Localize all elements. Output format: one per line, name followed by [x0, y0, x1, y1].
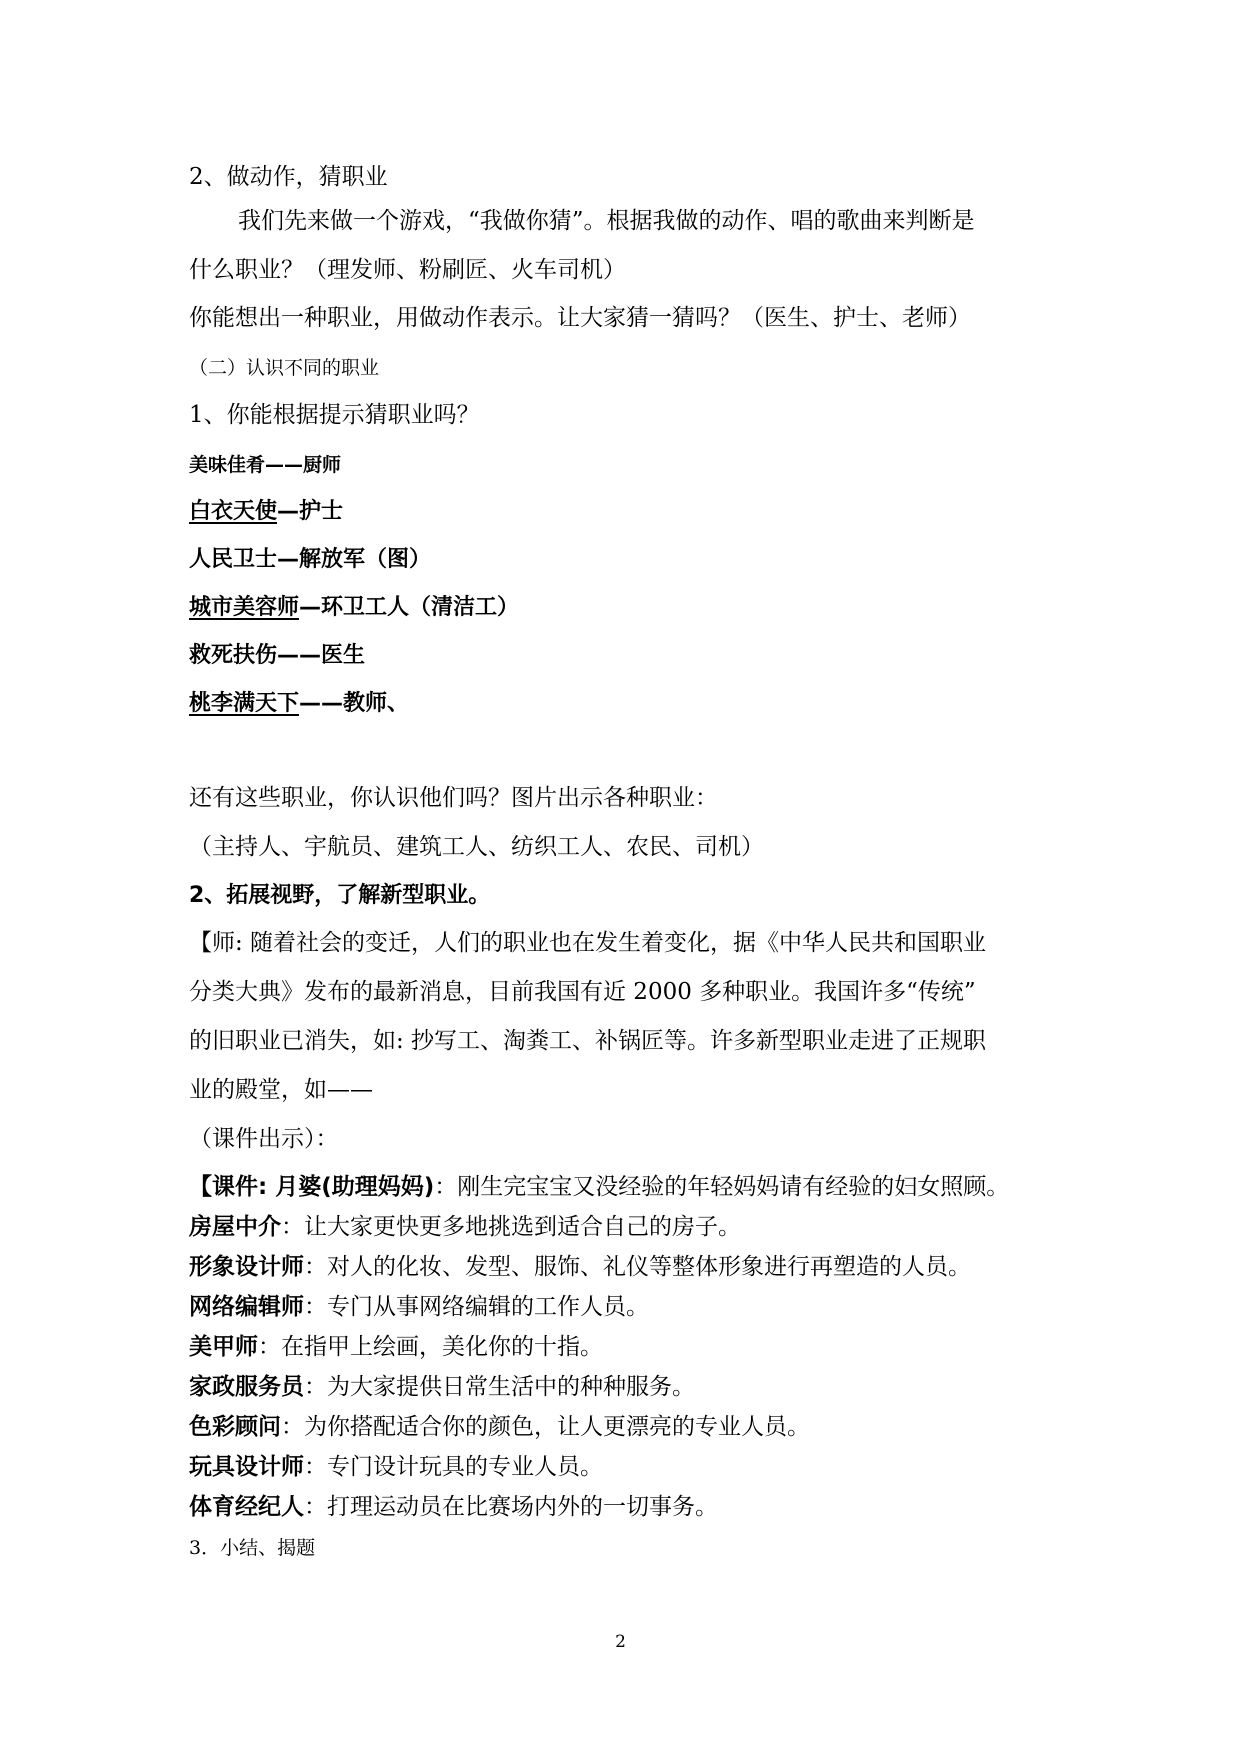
job-item-real-estate-agent: [189, 1212, 741, 1242]
clue-cleaner-answer: —环卫工人（清洁工）: [299, 595, 520, 620]
heading-act-guess: 2、做动作，猜职业: [189, 164, 388, 190]
job-item-web-editor: [189, 1292, 649, 1322]
job-term: 【课件: 月婆(助理妈妈): [189, 1174, 435, 1200]
clue-cleaner: [189, 593, 519, 623]
job-term: 玩具设计师: [189, 1454, 304, 1480]
clue-nurse-hint: 白衣天使: [189, 499, 278, 524]
paragraph-job-list: （主持人、宇航员、建筑工人、纺织工人、农民、司机）: [189, 834, 764, 860]
job-item-manicurist: [189, 1332, 603, 1362]
job-description: ：专门设计玩具的专业人员。: [304, 1454, 603, 1480]
job-term: 美甲师: [189, 1334, 258, 1360]
courseware-intro: （课件出示）：: [189, 1126, 339, 1152]
job-description: ：让大家更快更多地挑选到适合自己的房子。: [281, 1214, 741, 1240]
paragraph-game-answer: 什么职业？（理发师、粉刷匠、火车司机）: [189, 257, 626, 283]
job-description: ：为你搭配适合你的颜色，让人更漂亮的专业人员。: [281, 1414, 810, 1440]
paragraph-game-intro: 我们先来做一个游戏，“我做你猜”。根据我做的动作、唱的歌曲来判断是: [238, 208, 975, 234]
job-description: ：对人的化妆、发型、服饰、礼仪等整体形象进行再塑造的人员。: [304, 1254, 971, 1280]
job-term: 网络编辑师: [189, 1294, 304, 1320]
job-item-housekeeper: [189, 1372, 695, 1402]
job-description: ：在指甲上绘画，美化你的十指。: [258, 1334, 603, 1360]
heading-new-jobs: 2、拓展视野，了解新型职业。: [189, 883, 491, 908]
job-item-color-consultant: [189, 1412, 810, 1442]
clue-teacher: [189, 689, 409, 719]
clue-cleaner-hint: 城市美容师: [189, 595, 300, 620]
job-description: ：为大家提供日常生活中的种种服务。: [304, 1374, 695, 1400]
clue-army: 人民卫士—解放军（图）: [189, 547, 432, 572]
job-item-postpartum-nurse: [189, 1172, 1009, 1202]
paragraph-more-jobs: 还有这些职业，你认识他们吗？图片出示各种职业：: [189, 785, 718, 811]
clue-chef: 美味佳肴——厨师: [189, 454, 342, 476]
question-guess-jobs: 1、你能根据提示猜职业吗？: [189, 402, 480, 428]
section-heading-jobs: （二）认识不同的职业: [189, 357, 380, 379]
teacher-paragraph-line-4: 业的殿堂，如——: [189, 1077, 373, 1103]
teacher-paragraph-line-3: 的旧职业已消失，如: 抄写工、淘粪工、补锅匠等。许多新型职业走进了正规职: [189, 1028, 987, 1054]
clue-doctor: 救死扶伤——医生: [189, 643, 366, 668]
teacher-paragraph-line-1: 【师: 随着社会的变迁，人们的职业也在发生着变化，据《中华人民共和国职业: [189, 930, 987, 956]
clue-teacher-answer: ——教师、: [299, 691, 410, 716]
job-term: 体育经纪人: [189, 1494, 304, 1520]
job-item-image-designer: [189, 1252, 971, 1282]
job-term: 形象设计师: [189, 1254, 304, 1280]
clue-teacher-hint: 桃李满天下: [189, 691, 300, 716]
job-item-sports-agent: [189, 1492, 718, 1522]
clue-nurse: [189, 497, 343, 527]
paragraph-act-question: 你能想出一种职业，用做动作表示。让大家猜一猜吗？（医生、护士、老师）: [189, 305, 971, 331]
teacher-paragraph-line-2: 分类大典》发布的最新消息，目前我国有近 2000 多种职业。我国许多“传统”: [189, 979, 976, 1005]
job-description: ：专门从事网络编辑的工作人员。: [304, 1294, 649, 1320]
page-number: 2: [615, 1632, 626, 1652]
job-description: ：刚生完宝宝又没经验的年轻妈妈请有经验的妇女照顾。: [434, 1174, 1010, 1200]
job-item-toy-designer: [189, 1452, 603, 1482]
job-term: 色彩顾问: [189, 1414, 281, 1440]
job-term: 家政服务员: [189, 1374, 304, 1400]
job-description: ：打理运动员在比赛场内外的一切事务。: [304, 1494, 718, 1520]
summary-heading: 3．小结、揭题: [189, 1537, 316, 1559]
clue-nurse-answer: —护士: [277, 499, 344, 524]
job-term: 房屋中介: [189, 1214, 281, 1240]
